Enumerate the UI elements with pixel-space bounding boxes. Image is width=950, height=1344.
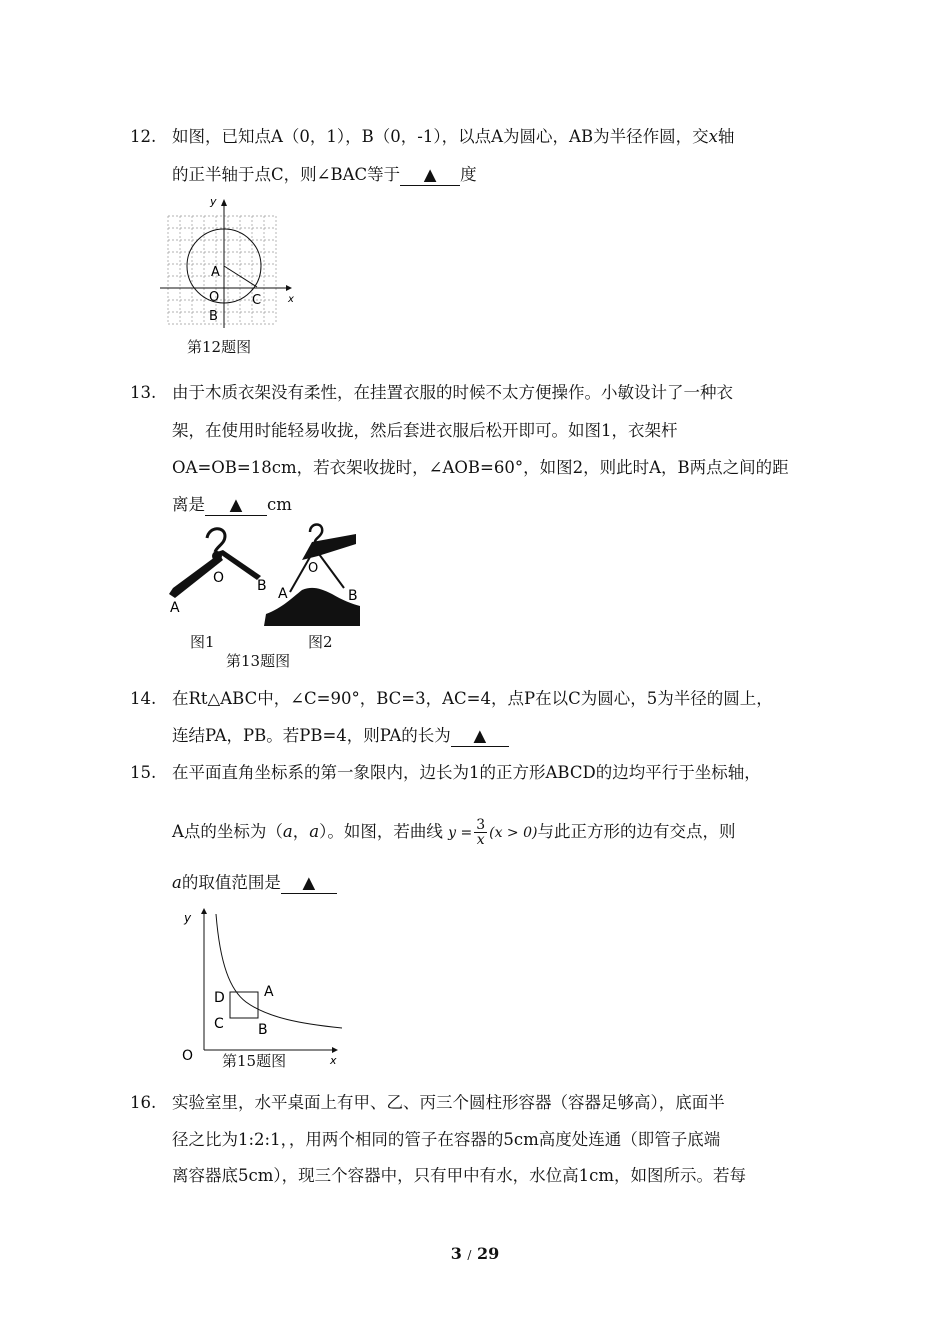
q15-y-arrow (201, 908, 207, 914)
q15-point-d: D (214, 990, 225, 1006)
q13-fig2 (262, 520, 362, 628)
page-sep: / (467, 1248, 472, 1262)
q16-line1: 实验室里，水平桌面上有甲、乙、丙三个圆柱形容器（容器足够高），底面半 (172, 1093, 725, 1112)
q12-point-c: C (252, 293, 262, 308)
q16-number: 16. (130, 1093, 157, 1112)
q15-y-label: y (184, 911, 192, 925)
q12-axis-var: x (708, 127, 718, 146)
q15-a-1: a (282, 822, 293, 841)
page-total: 29 (477, 1244, 500, 1263)
q13-number: 13. (130, 383, 157, 402)
q15-line2 (172, 812, 735, 853)
q12-line2-post: 度 (460, 165, 477, 184)
q12-point-b: B (209, 309, 218, 324)
q12-number: 12. (130, 127, 157, 146)
q15-point-c: C (214, 1016, 224, 1032)
q15-a-3: a (172, 873, 182, 892)
q15-point-b: B (258, 1022, 268, 1038)
q13-fig1-caption: 图1 (190, 633, 215, 651)
q13-line2: 架，在使用时能轻易收拢，然后套进衣服后松开即可。如图1，衣架杆 (172, 421, 678, 440)
q15-x-label: x (330, 1054, 337, 1067)
q15-cond: (x > 0) (489, 825, 538, 841)
q14-line2 (172, 725, 509, 747)
q12-caption: 第12题图 (187, 338, 252, 356)
q13-line1: 由于木质衣架没有柔性，在挂置衣服的时候不太方便操作。小敏设计了一种衣 (172, 383, 733, 402)
q12-figure (160, 196, 300, 330)
q12-x-arrow (286, 285, 292, 291)
q14-line1: 在Rt△ABC中，∠C=90°，BC=3，AC=4，点P在以C为圆心，5为半径的圆上， (172, 689, 773, 708)
q15-line2-pre: A点的坐标为（ (172, 822, 283, 841)
q13-line4 (172, 494, 292, 516)
q15-point-o: O (182, 1048, 194, 1064)
q15-line1: 在平面直角坐标系的第一象限内，边长为1的正方形ABCD的边均平行于坐标轴， (172, 763, 761, 782)
q13-answer-blank: ▲ (205, 495, 267, 516)
q15-answer-blank: ▲ (281, 873, 337, 894)
q12-point-o: O (209, 290, 220, 305)
q15-line2-post: 与此正方形的边有交点，则 (537, 822, 736, 841)
page-number (0, 1244, 950, 1263)
q13-caption: 第13题图 (226, 652, 291, 670)
page-current: 3 (450, 1244, 462, 1263)
q15-line3-post: 的取值范围是 (181, 873, 281, 892)
q14-line2-pre: 连结PA，PB。若PB=4，则PA的长为 (172, 726, 451, 745)
q13-fig2-b: B (348, 588, 358, 604)
q13-fig1-a: A (170, 600, 180, 616)
q12-point-a: A (211, 265, 220, 280)
q15-fraction (474, 818, 487, 847)
q16-line2: 径之比为1:2:1，，用两个相同的管子在容器的5cm高度处连通（即管子底端 (172, 1130, 721, 1149)
q13-fig2-o: O (308, 561, 319, 576)
q13-fig1-b: B (257, 578, 267, 594)
q14-answer-blank: ▲ (451, 726, 509, 747)
q13-fig1-hook (207, 529, 225, 552)
q14-number: 14. (130, 689, 157, 708)
q15-number: 15. (130, 763, 157, 782)
q15-line2-mid: ）。如图，若曲线 (319, 822, 443, 841)
q12-line1 (172, 126, 734, 148)
q13-fig1-o: O (213, 570, 225, 586)
q13-line4-post: cm (267, 495, 292, 514)
q15-square (230, 992, 258, 1018)
q15-frac-den: x (476, 832, 485, 848)
q15-a-2: a (309, 822, 320, 841)
q13-line3: OA=OB=18cm，若衣架收拢时，∠AOB=60°，如图2，则此时A，B两点之间的距 (172, 458, 789, 477)
q15-caption: 第15题图 (222, 1052, 287, 1070)
q15-frac-num: 3 (476, 817, 486, 833)
q12-line1-end: 轴 (717, 127, 735, 146)
q15-x-arrow (332, 1047, 338, 1053)
q15-curve-lhs: y = (448, 825, 473, 841)
q12-y-arrow (221, 199, 227, 206)
q12-x-label: x (288, 294, 294, 305)
q12-line2 (172, 164, 477, 186)
q13-fig2-arm-b (316, 550, 344, 588)
q13-fig2-caption: 图2 (308, 633, 333, 651)
q15-figure (172, 904, 352, 1074)
q12-y-label: y (210, 196, 217, 208)
q13-fig2-a: A (278, 586, 288, 602)
q13-line4-pre: 离是 (172, 495, 205, 514)
q15-point-a: A (264, 984, 274, 1000)
q15-curve (216, 914, 342, 1028)
q16-line3: 离容器底5cm），现三个容器中，只有甲中有水，水位高1cm，如图所示。若每 (172, 1166, 747, 1185)
q12-line1-text: 如图，已知点A（0，1），B（0，-1），以点A为圆心，AB为半径作圆，交 (172, 127, 709, 146)
q12-line2-pre: 的正半轴于点C，则∠BAC等于 (172, 165, 401, 184)
q12-answer-blank: ▲ (400, 165, 460, 186)
q15-comma: ， (292, 822, 310, 841)
q15-line3 (172, 872, 337, 894)
